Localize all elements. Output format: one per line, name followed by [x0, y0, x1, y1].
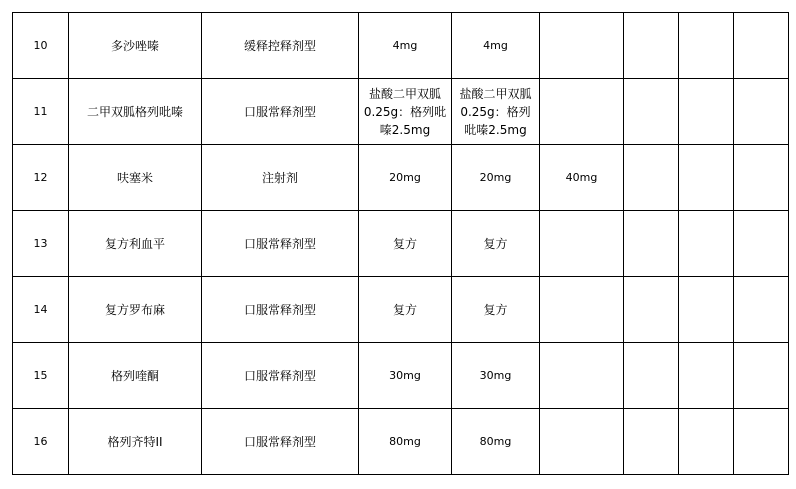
- spec-cell-6: [734, 409, 789, 475]
- spec-cell-4: [624, 343, 679, 409]
- spec-cell-3: [540, 79, 624, 145]
- spec-cell-6: [734, 79, 789, 145]
- table-row: [13, 211, 789, 277]
- spec-cell-6: [734, 13, 789, 79]
- spec-cell-3: [540, 211, 624, 277]
- spec-cell-6: [734, 145, 789, 211]
- table-row: [13, 343, 789, 409]
- spec-cell-5: [679, 277, 734, 343]
- dosage-form-cell: 口服常释剂型: [202, 277, 359, 343]
- spec-cell-4: [624, 409, 679, 475]
- drug-name-cell: 多沙唑嗪: [69, 13, 202, 79]
- spec-cell-3: [540, 13, 624, 79]
- spec-cell-5: [679, 145, 734, 211]
- spec-cell-3: [540, 343, 624, 409]
- drug-name-cell: 二甲双胍格列吡嗪: [69, 79, 202, 145]
- table-row: [13, 409, 789, 475]
- spec-cell-3: [540, 277, 624, 343]
- row-number-cell: 15: [13, 343, 69, 409]
- table-row: [13, 145, 789, 211]
- spec-cell-2: 复方: [452, 211, 540, 277]
- spec-cell-4: [624, 277, 679, 343]
- dosage-form-cell: 缓释控释剂型: [202, 13, 359, 79]
- spec-cell-6: [734, 277, 789, 343]
- spec-cell-3: [540, 409, 624, 475]
- drug-spec-table: [12, 12, 789, 475]
- row-number-cell: 13: [13, 211, 69, 277]
- spec-cell-1: 80mg: [359, 409, 452, 475]
- dosage-form-cell: 口服常释剂型: [202, 211, 359, 277]
- row-number-cell: 11: [13, 79, 69, 145]
- dosage-form-cell: 注射剂: [202, 145, 359, 211]
- spec-cell-2: 4mg: [452, 13, 540, 79]
- row-number-cell: 12: [13, 145, 69, 211]
- row-number-cell: 14: [13, 277, 69, 343]
- spec-cell-4: [624, 13, 679, 79]
- spec-cell-1: 20mg: [359, 145, 452, 211]
- spec-cell-5: [679, 409, 734, 475]
- dosage-form-cell: 口服常释剂型: [202, 343, 359, 409]
- drug-name-cell: 复方利血平: [69, 211, 202, 277]
- spec-cell-1: 盐酸二甲双胍 0.25g：格列吡嗪2.5mg: [359, 79, 452, 145]
- spec-cell-5: [679, 79, 734, 145]
- spec-cell-2: 20mg: [452, 145, 540, 211]
- drug-name-cell: 复方罗布麻: [69, 277, 202, 343]
- spec-cell-5: [679, 343, 734, 409]
- table-row: [13, 13, 789, 79]
- dosage-form-cell: 口服常释剂型: [202, 409, 359, 475]
- drug-name-cell: 格列齐特II: [69, 409, 202, 475]
- spec-cell-2: 30mg: [452, 343, 540, 409]
- spec-cell-2: 80mg: [452, 409, 540, 475]
- spec-cell-4: [624, 145, 679, 211]
- table-row: [13, 79, 789, 145]
- table-row: [13, 277, 789, 343]
- dosage-form-cell: 口服常释剂型: [202, 79, 359, 145]
- spec-cell-1: 30mg: [359, 343, 452, 409]
- spec-cell-6: [734, 343, 789, 409]
- row-number-cell: 16: [13, 409, 69, 475]
- spec-cell-5: [679, 13, 734, 79]
- table-body: [13, 13, 789, 475]
- spec-cell-3: 40mg: [540, 145, 624, 211]
- spec-cell-1: 4mg: [359, 13, 452, 79]
- row-number-cell: 10: [13, 13, 69, 79]
- spec-cell-1: 复方: [359, 277, 452, 343]
- spec-cell-2: 盐酸二甲双胍 0.25g：格列吡嗪2.5mg: [452, 79, 540, 145]
- drug-name-cell: 格列喹酮: [69, 343, 202, 409]
- spec-cell-2: 复方: [452, 277, 540, 343]
- spec-cell-5: [679, 211, 734, 277]
- spec-cell-6: [734, 211, 789, 277]
- spec-cell-4: [624, 79, 679, 145]
- spec-cell-1: 复方: [359, 211, 452, 277]
- spec-cell-4: [624, 211, 679, 277]
- drug-name-cell: 呋塞米: [69, 145, 202, 211]
